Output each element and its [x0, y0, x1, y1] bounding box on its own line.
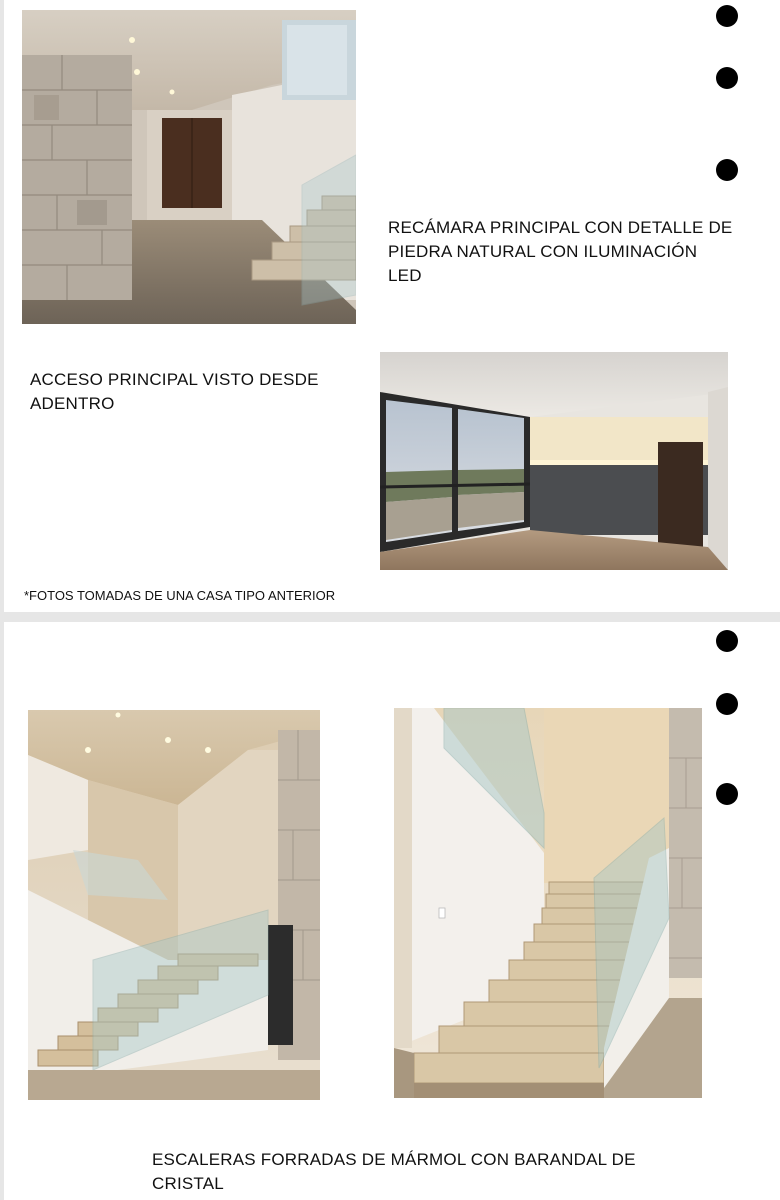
document-page-2 — [0, 622, 780, 1200]
bullet-4 — [716, 630, 738, 652]
stairs-photo-left — [28, 710, 320, 1100]
caption-bedroom: RECÁMARA PRINCIPAL CON DETALLE DE PIEDRA NATURAL CON ILUMINACIÓN LED — [388, 218, 733, 285]
bullet-3 — [716, 159, 738, 181]
bullet-1 — [716, 5, 738, 27]
hallway-photo — [22, 10, 356, 324]
bullet-5 — [716, 693, 738, 715]
footnote: *FOTOS TOMADAS DE UNA CASA TIPO ANTERIOR — [24, 588, 336, 603]
caption-stairs: ESCALERAS FORRADAS DE MÁRMOL CON BARANDAL DE CRISTAL — [152, 1150, 636, 1193]
caption-access: ACCESO PRINCIPAL VISTO DESDE ADENTRO — [30, 370, 319, 413]
bedroom-photo — [380, 352, 728, 570]
bullet-6 — [716, 783, 738, 805]
bullet-2 — [716, 67, 738, 89]
stairs-photo-right — [394, 708, 702, 1098]
